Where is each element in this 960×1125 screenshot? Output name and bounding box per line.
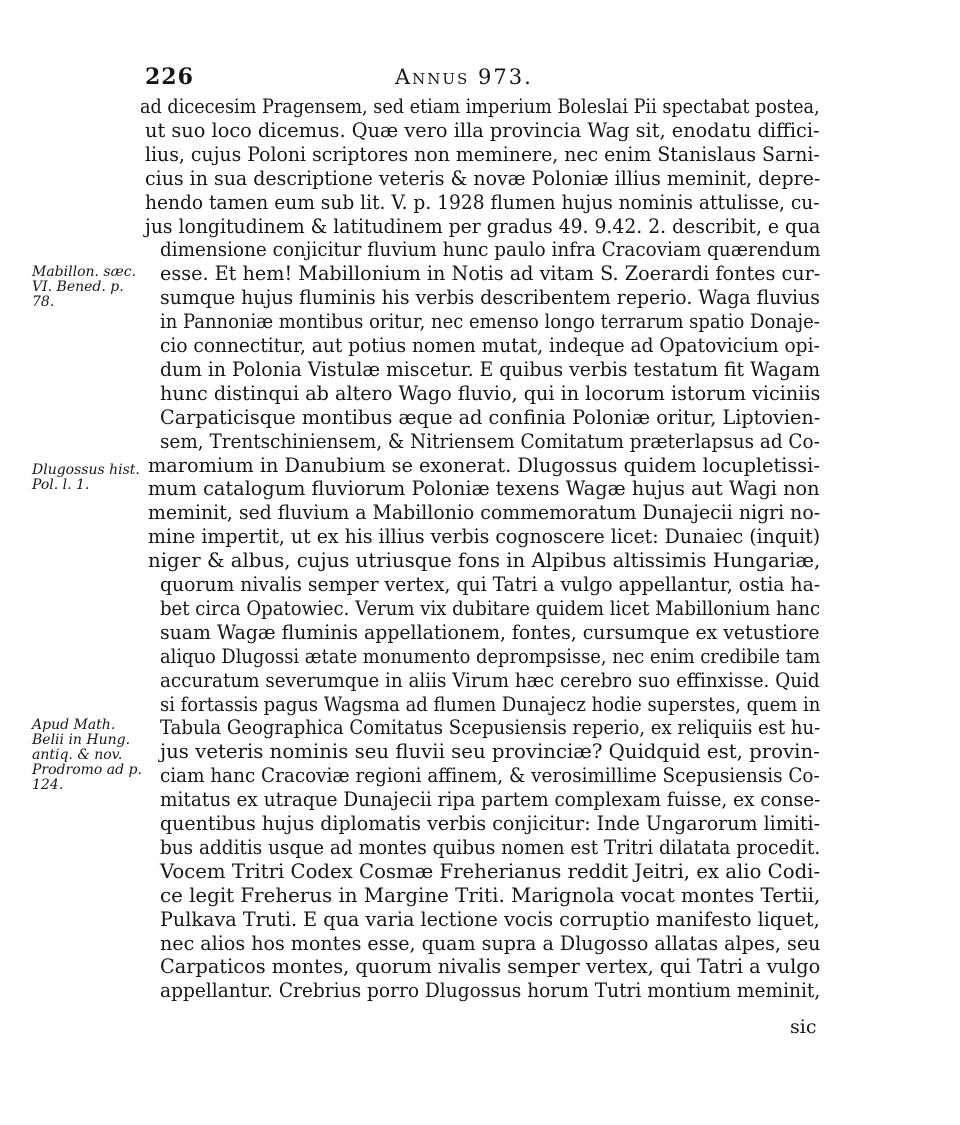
text-line: accuratum severumque in aliis Virum hæc cerebro suo effinxisse. Quid bbox=[160, 669, 820, 692]
text-line: niger & albus, cujus utriusque fons in Alpibus altissimis Hungariæ, bbox=[148, 549, 821, 572]
text-line: ce legit Freherus in Margine Triti. Marignola vocat montes Tertii, bbox=[160, 884, 821, 907]
text-line: suam Wagæ fluminis appellationem, fontes, cursumque ex vetustiore bbox=[160, 621, 820, 644]
text-line: aliquo Dlugossi ætate monumento deprompsisse, nec enim credibile tam bbox=[160, 645, 821, 668]
text-line: sem, Trentschiniensem, & Nitriensem Comitatum præterlapsus ad Co- bbox=[160, 430, 820, 453]
page-header bbox=[145, 64, 820, 94]
text-line: mitatus ex utraque Dunajecii ripa partem complexam fuisse, ex conse- bbox=[160, 788, 821, 811]
text-line: esse. Et hem! Mabillonium in Notis ad vitam S. Zoerardi fontes cur- bbox=[160, 262, 821, 285]
text-line: Carpaticisque montibus æque ad confinia Poloniæ oritur, Liptovien- bbox=[160, 406, 821, 429]
text-line: maromium in Danubium se exonerat. Dlugossus quidem locupletissi- bbox=[148, 454, 820, 477]
text-line: cius in sua descriptione veteris & novæ Poloniæ illius meminit, depre- bbox=[145, 167, 821, 190]
margin-note-line: Prodromo ad p. bbox=[32, 762, 142, 778]
text-line: jus longitudinem & latitudinem per gradus 49. 9.42. 2. describit, e qua bbox=[145, 215, 821, 238]
text-line: quentibus hujus diplomatis verbis conjicitur: Inde Ungarorum limiti- bbox=[160, 812, 820, 835]
margin-note-belius bbox=[32, 718, 142, 793]
margin-note-line: Pol. l. 1. bbox=[32, 477, 90, 493]
text-line: ut suo loco dicemus. Quæ vero illa provincia Wag sit, enodatu diffici- bbox=[145, 119, 820, 142]
page-number: 226 bbox=[145, 64, 194, 90]
text-line: si fortassis pagus Wagsma ad flumen Dunajecz hodie superstes, quem in bbox=[160, 693, 821, 716]
text-line: bus additis usque ad montes quibus nomen est Tritri dilatata procedit. bbox=[160, 836, 821, 859]
text-line: ciam hanc Cracoviæ regioni affinem, & verosimillime Scepusiensis Co- bbox=[160, 764, 820, 787]
text-line: bet circa Opatowiec. Verum vix dubitare quidem licet Mabillonium hanc bbox=[160, 597, 821, 620]
text-line: dum in Polonia Vistulæ miscetur. E quibus verbis testatum fit Wagam bbox=[160, 358, 821, 381]
text-line: Tabula Geographica Comitatus Scepusiensis reperio, ex reliquiis est hu- bbox=[160, 716, 821, 739]
text-line: ad dicecesim Pragensem, sed etiam imperium Boleslai Pii spectabat postea, bbox=[140, 95, 820, 118]
text-line: Carpaticos montes, quorum nivalis semper vertex, qui Tatri a vulgo bbox=[160, 955, 821, 978]
margin-note-line: 124. bbox=[32, 777, 64, 793]
margin-note-dlugossus bbox=[32, 463, 140, 493]
running-head: Annus 973. bbox=[395, 65, 533, 89]
margin-note-mabillon bbox=[32, 265, 136, 310]
margin-note-line: VI. Bened. p. bbox=[32, 279, 124, 295]
text-line: nec alios hos montes esse, quam supra a Dlugosso allatas alpes, seu bbox=[160, 932, 821, 955]
margin-note-line: Dlugossus hist. bbox=[32, 462, 140, 478]
margin-note-line: Apud Math. bbox=[32, 717, 116, 733]
text-line: sumque hujus fluminis his verbis describentem reperio. Waga fluvius bbox=[160, 286, 820, 309]
margin-note-line: Belii in Hung. bbox=[32, 732, 131, 748]
text-line: lius, cujus Poloni scriptores non meminere, nec enim Stanislaus Sarni- bbox=[145, 143, 820, 166]
text-line: appellantur. Crebrius porro Dlugossus horum Tutri montium meminit, bbox=[160, 979, 821, 1002]
margin-note-line: antiq. & nov. bbox=[32, 747, 123, 763]
margin-note-line: Mabillon. sæc. bbox=[32, 264, 137, 280]
text-line: hendo tamen eum sub lit. V. p. 1928 flumen hujus nominis attulisse, cu- bbox=[145, 191, 820, 214]
margin-note-line: 78. bbox=[32, 294, 55, 310]
text-line: quorum nivalis semper vertex, qui Tatri a vulgo appellantur, ostia ha- bbox=[160, 573, 821, 596]
text-line: Pulkava Truti. E qua varia lectione vocis corruptio manifesto liquet, bbox=[160, 908, 820, 931]
text-line: meminit, sed fluvium a Mabillonio commemoratum Dunajecii nigri no- bbox=[148, 501, 821, 524]
text-line: dimensione conjicitur fluvium hunc paulo infra Cracoviam quærendum bbox=[160, 238, 821, 261]
text-line: cio connectitur, aut potius nomen mutat, indeque ad Opatovicium opi- bbox=[160, 334, 820, 357]
text-line: in Pannoniæ montibus oritur, nec emenso longo terrarum spatio Donaje- bbox=[160, 310, 820, 333]
text-line: mum catalogum fluviorum Poloniæ texens Wagæ hujus aut Wagi non bbox=[148, 477, 820, 500]
catchword: sic bbox=[790, 1016, 817, 1038]
text-line: jus veteris nominis seu fluvii seu provinciæ? Quidquid est, provin- bbox=[160, 740, 820, 763]
text-line: mine impertit, ut ex his illius verbis cognoscere licet: Dunaiec (inquit) bbox=[148, 525, 821, 548]
text-line: hunc distinqui ab altero Wago fluvio, qui in locorum istorum viciniis bbox=[160, 382, 821, 405]
text-line: Vocem Tritri Codex Cosmæ Freherianus reddit Jeitri, ex alio Codi- bbox=[160, 860, 821, 883]
